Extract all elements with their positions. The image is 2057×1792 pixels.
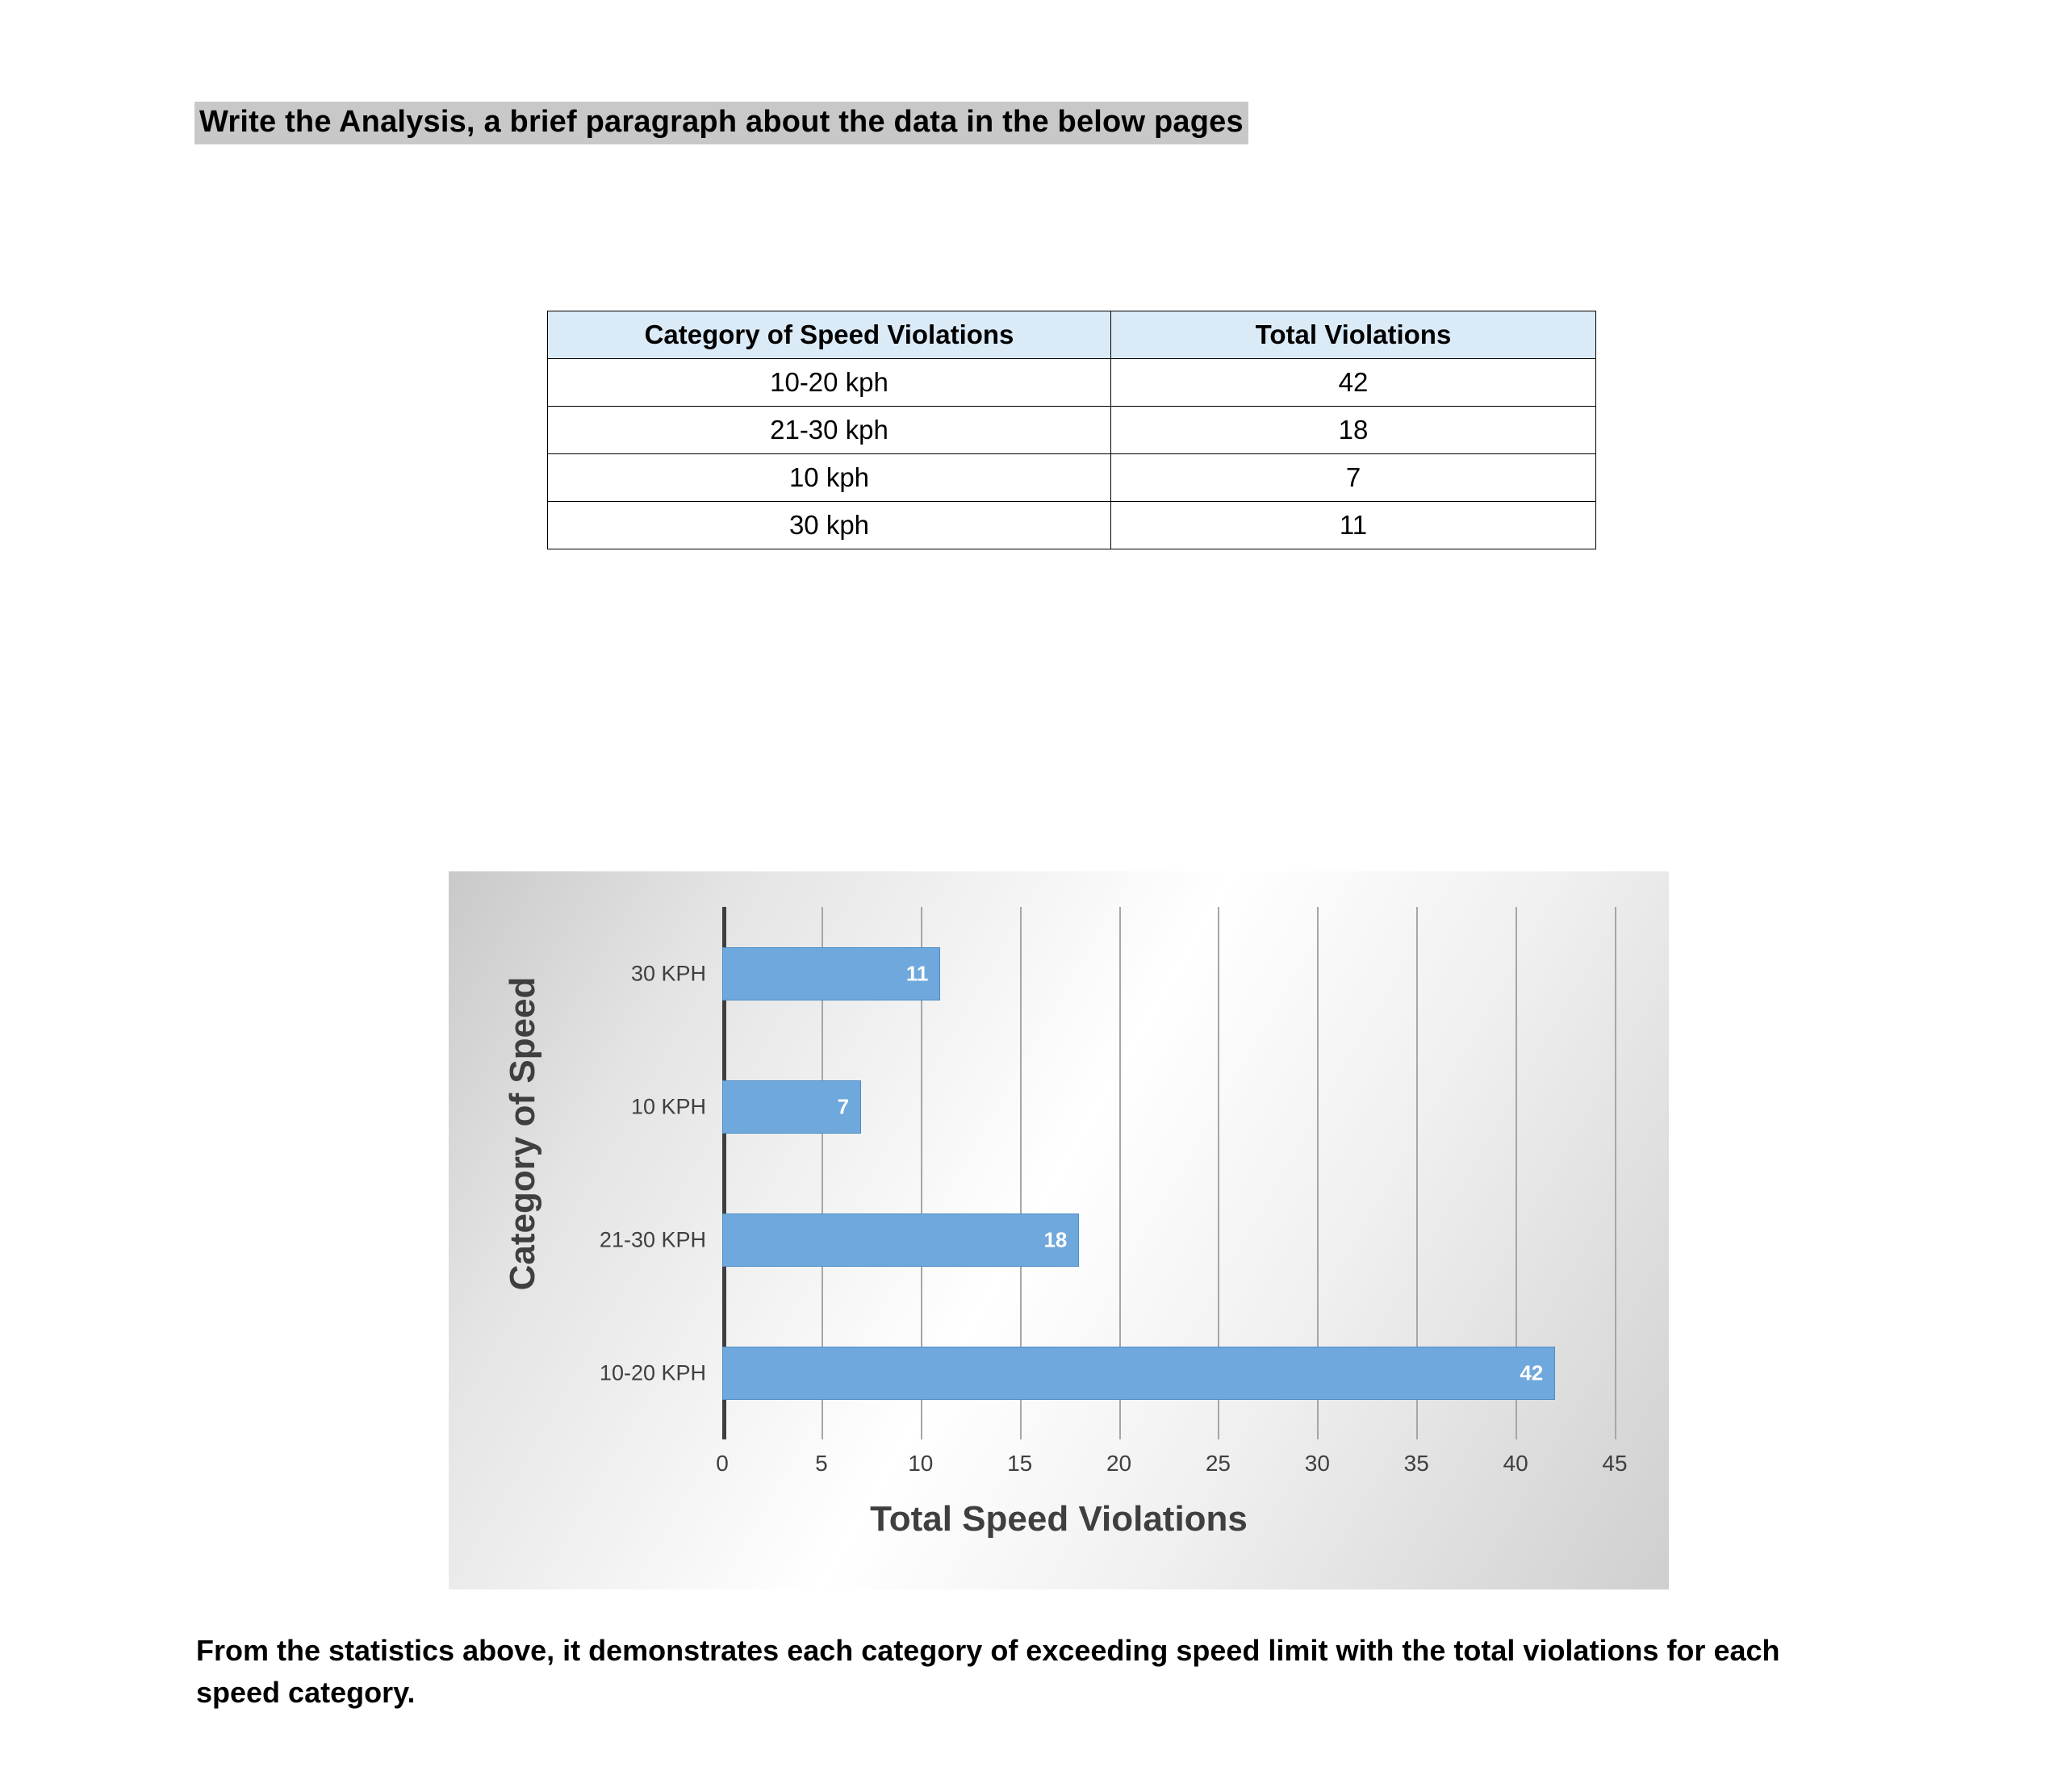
table-header-total: Total Violations — [1111, 311, 1596, 359]
table-row — [548, 407, 1596, 454]
category-label: 10-20 KPH — [599, 1360, 706, 1385]
chart-x-axis-title: Total Speed Violations — [870, 1499, 1248, 1539]
x-tick-label: 35 — [1403, 1451, 1429, 1476]
bar-10-20-kph — [722, 1347, 1555, 1400]
x-tick-label: 25 — [1205, 1451, 1231, 1476]
bar-chart — [449, 871, 1669, 1589]
x-tick-label: 20 — [1106, 1451, 1132, 1476]
table-cell-total: 11 — [1111, 502, 1596, 549]
table-row — [548, 359, 1596, 407]
table-cell-category: 30 kph — [548, 502, 1111, 549]
category-label: 21-30 KPH — [599, 1227, 706, 1251]
table-row — [548, 454, 1596, 502]
bar-value-label: 18 — [1043, 1227, 1068, 1251]
x-tick-label: 10 — [908, 1451, 934, 1476]
table-cell-total: 18 — [1111, 407, 1596, 454]
table-cell-total: 42 — [1111, 359, 1596, 407]
x-tick-label: 0 — [716, 1451, 729, 1476]
table-row — [548, 502, 1596, 549]
bar-21-30-kph — [722, 1213, 1079, 1267]
category-label: 30 KPH — [630, 961, 706, 985]
bar-value-label: 11 — [905, 961, 929, 985]
analysis-paragraph: From the statistics above, it demonstrates each category of exceeding speed limit with the total violations for each speed category. — [196, 1634, 1780, 1710]
table-cell-category: 10-20 kph — [548, 359, 1111, 407]
x-tick-label: 5 — [815, 1451, 828, 1476]
x-tick-label: 30 — [1304, 1451, 1330, 1476]
speed-violations-table — [547, 311, 1596, 549]
x-tick-label: 15 — [1007, 1451, 1033, 1476]
bar-30-kph — [722, 947, 940, 1000]
bar-value-label: 7 — [837, 1094, 850, 1118]
x-tick-label: 40 — [1503, 1451, 1528, 1476]
table-cell-category: 10 kph — [548, 454, 1111, 502]
x-tick-label: 45 — [1602, 1451, 1628, 1476]
category-label: 10 KPH — [630, 1094, 706, 1118]
bar-10-kph — [722, 1080, 861, 1134]
gridline — [1615, 907, 1616, 1439]
bar-value-label: 42 — [1520, 1360, 1544, 1385]
table-cell-total: 7 — [1111, 454, 1596, 502]
page-title: Write the Analysis, a brief paragraph about the data in the below pages — [194, 102, 1248, 144]
chart-y-axis-title: Category of Speed — [503, 976, 542, 1291]
table-header-row — [548, 311, 1596, 359]
table-cell-category: 21-30 kph — [548, 407, 1111, 454]
table-header-category: Category of Speed Violations — [548, 311, 1111, 359]
